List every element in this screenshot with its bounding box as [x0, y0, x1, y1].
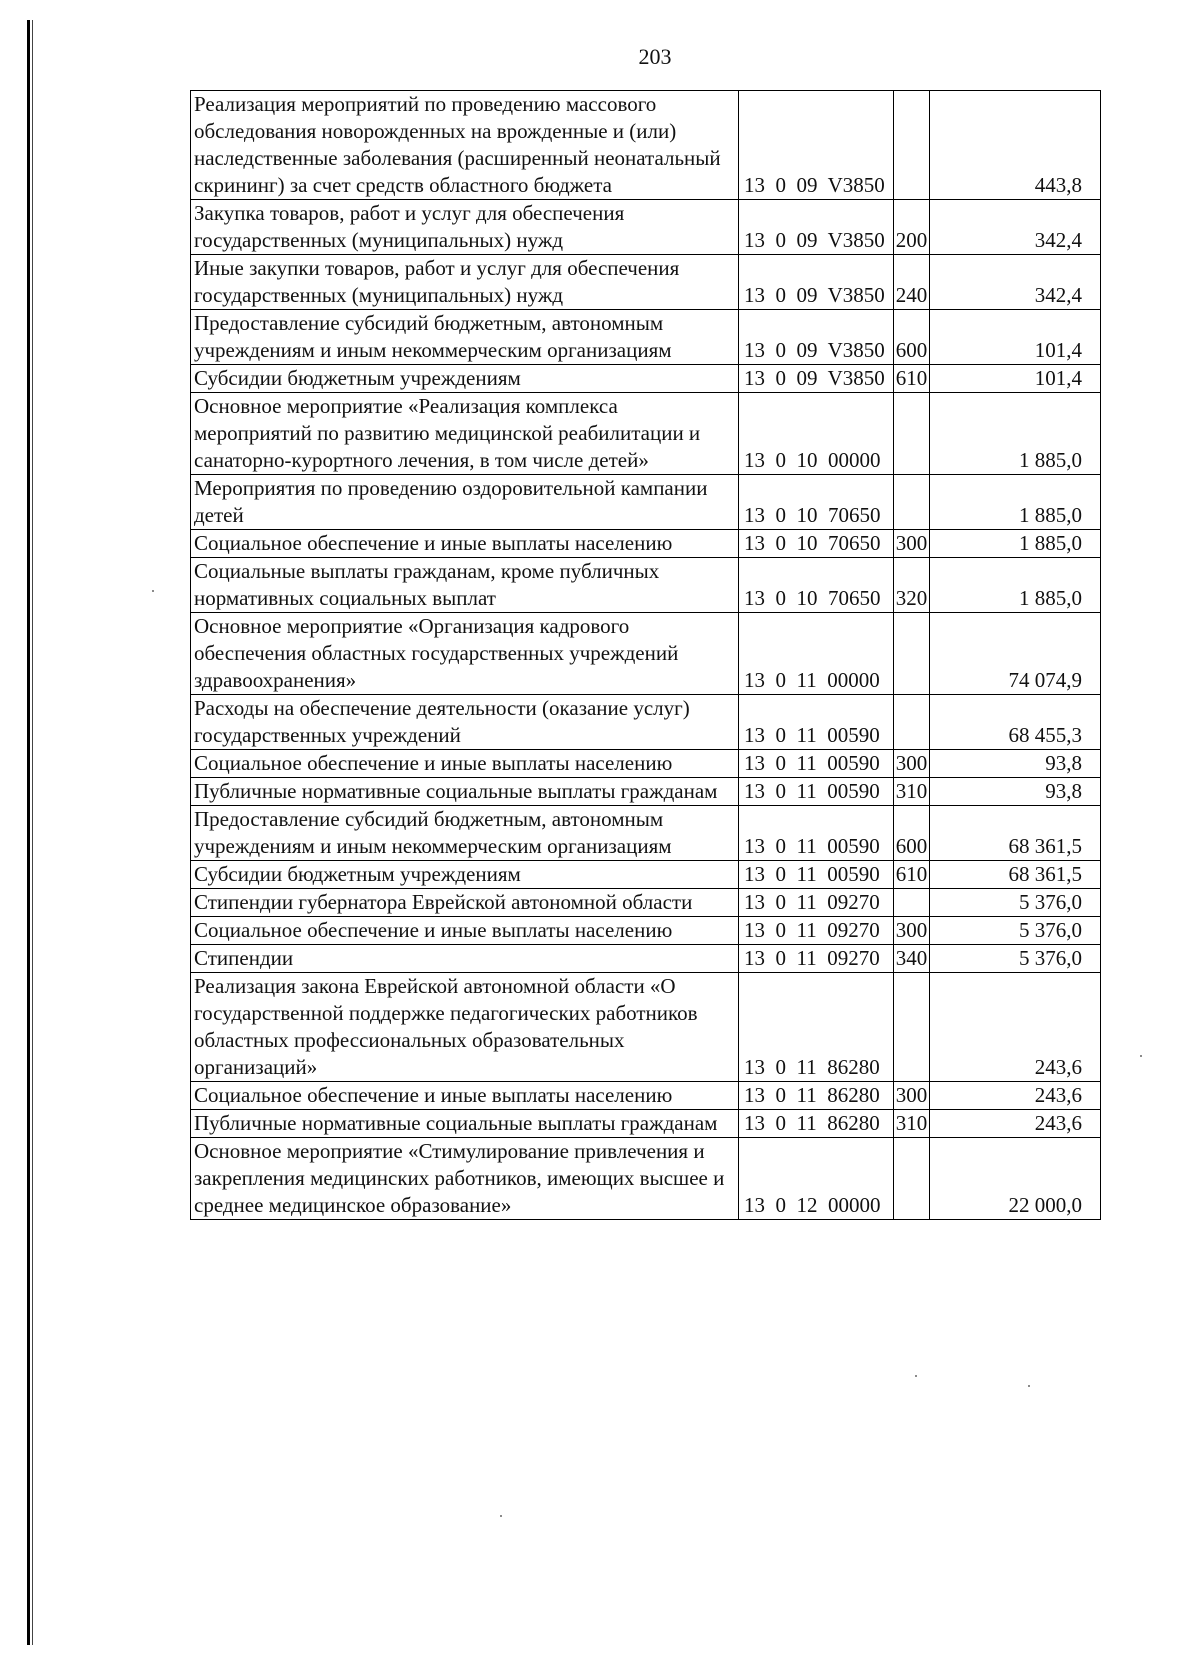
row-target-code-cell: 13 0 10 70650 — [739, 475, 894, 530]
row-amount-cell: 74 074,9 — [930, 613, 1101, 695]
row-expense-type-cell: 610 — [894, 861, 930, 889]
table-row — [191, 917, 1101, 945]
row-name-cell: Стипендии — [191, 945, 739, 973]
table-row — [191, 613, 1101, 695]
row-expense-type-cell: 310 — [894, 1110, 930, 1138]
table-row — [191, 530, 1101, 558]
table-row — [191, 255, 1101, 310]
row-expense-type-cell: 200 — [894, 200, 930, 255]
row-amount-cell: 22 000,0 — [930, 1138, 1101, 1220]
row-amount-cell: 443,8 — [930, 91, 1101, 200]
row-target-code-cell: 13 0 09 V3850 — [739, 200, 894, 255]
row-expense-type-cell: 600 — [894, 310, 930, 365]
row-expense-type-cell — [894, 613, 930, 695]
row-amount-cell: 101,4 — [930, 365, 1101, 393]
row-amount-cell: 1 885,0 — [930, 393, 1101, 475]
row-name-cell: Социальные выплаты гражданам, кроме публичных нормативных социальных выплат — [191, 558, 739, 613]
row-name-cell: Расходы на обеспечение деятельности (оказание услуг) государственных учреждений — [191, 695, 739, 750]
row-name-cell: Предоставление субсидий бюджетным, автономным учреждениям и иным некоммерческим организациям — [191, 310, 739, 365]
scan-speck — [1028, 1385, 1030, 1387]
table-row — [191, 1138, 1101, 1220]
row-expense-type-cell: 340 — [894, 945, 930, 973]
row-target-code-cell: 13 0 09 V3850 — [739, 91, 894, 200]
row-amount-cell: 5 376,0 — [930, 889, 1101, 917]
row-amount-cell: 93,8 — [930, 778, 1101, 806]
row-expense-type-cell — [894, 973, 930, 1082]
row-expense-type-cell: 300 — [894, 530, 930, 558]
row-name-cell: Субсидии бюджетным учреждениям — [191, 861, 739, 889]
row-name-cell: Публичные нормативные социальные выплаты гражданам — [191, 778, 739, 806]
row-expense-type-cell: 300 — [894, 750, 930, 778]
row-expense-type-cell: 300 — [894, 917, 930, 945]
row-name-cell: Реализация мероприятий по проведению массового обследования новорожденных на врожденные и (или) наследственные заболевания (расширенный неонатальный скрининг) за счет средств областного бюджета — [191, 91, 739, 200]
row-target-code-cell: 13 0 11 86280 — [739, 973, 894, 1082]
row-target-code-cell: 13 0 09 V3850 — [739, 310, 894, 365]
row-amount-cell: 5 376,0 — [930, 917, 1101, 945]
table-row — [191, 365, 1101, 393]
row-name-cell: Иные закупки товаров, работ и услуг для обеспечения государственных (муниципальных) нужд — [191, 255, 739, 310]
row-target-code-cell: 13 0 11 00590 — [739, 778, 894, 806]
row-name-cell: Основное мероприятие «Реализация комплекса мероприятий по развитию медицинской реабилитации и санаторно-курортного лечения, в том числе детей» — [191, 393, 739, 475]
table-row — [191, 1082, 1101, 1110]
row-name-cell: Социальное обеспечение и иные выплаты населению — [191, 530, 739, 558]
table-row — [191, 393, 1101, 475]
table-row — [191, 475, 1101, 530]
row-amount-cell: 243,6 — [930, 1110, 1101, 1138]
row-target-code-cell: 13 0 11 86280 — [739, 1110, 894, 1138]
scan-speck — [152, 590, 154, 592]
row-expense-type-cell — [894, 393, 930, 475]
row-expense-type-cell: 320 — [894, 558, 930, 613]
page-number: 203 — [638, 44, 672, 69]
row-amount-cell: 93,8 — [930, 750, 1101, 778]
row-expense-type-cell: 310 — [894, 778, 930, 806]
row-expense-type-cell: 610 — [894, 365, 930, 393]
row-target-code-cell: 13 0 10 00000 — [739, 393, 894, 475]
row-amount-cell: 68 361,5 — [930, 806, 1101, 861]
row-amount-cell: 342,4 — [930, 255, 1101, 310]
table-row — [191, 750, 1101, 778]
row-expense-type-cell — [894, 695, 930, 750]
row-name-cell: Основное мероприятие «Стимулирование привлечения и закрепления медицинских работников, имеющих высшее и среднее медицинское образование» — [191, 1138, 739, 1220]
row-expense-type-cell — [894, 889, 930, 917]
table-row — [191, 91, 1101, 200]
table-row — [191, 889, 1101, 917]
row-amount-cell: 243,6 — [930, 1082, 1101, 1110]
table-row — [191, 558, 1101, 613]
row-expense-type-cell — [894, 1138, 930, 1220]
row-target-code-cell: 13 0 11 86280 — [739, 1082, 894, 1110]
row-name-cell: Стипендии губернатора Еврейской автономной области — [191, 889, 739, 917]
budget-table-body — [191, 91, 1101, 1220]
table-row — [191, 695, 1101, 750]
scan-speck — [500, 1515, 502, 1517]
row-name-cell: Реализация закона Еврейской автономной области «О государственной поддержке педагогических работников областных профессиональных образовательных организаций» — [191, 973, 739, 1082]
row-expense-type-cell: 240 — [894, 255, 930, 310]
row-amount-cell: 68 455,3 — [930, 695, 1101, 750]
binding-edge-shadow — [32, 20, 33, 1645]
table-row — [191, 806, 1101, 861]
row-name-cell: Социальное обеспечение и иные выплаты населению — [191, 750, 739, 778]
table-row — [191, 1110, 1101, 1138]
row-amount-cell: 1 885,0 — [930, 530, 1101, 558]
row-target-code-cell: 13 0 10 70650 — [739, 530, 894, 558]
row-amount-cell: 342,4 — [930, 200, 1101, 255]
row-amount-cell: 68 361,5 — [930, 861, 1101, 889]
row-name-cell: Основное мероприятие «Организация кадрового обеспечения областных государственных учреждений здравоохранения» — [191, 613, 739, 695]
row-name-cell: Мероприятия по проведению оздоровительной кампании детей — [191, 475, 739, 530]
table-row — [191, 310, 1101, 365]
row-target-code-cell: 13 0 11 00590 — [739, 695, 894, 750]
row-amount-cell: 101,4 — [930, 310, 1101, 365]
row-amount-cell: 1 885,0 — [930, 558, 1101, 613]
row-name-cell: Публичные нормативные социальные выплаты гражданам — [191, 1110, 739, 1138]
budget-table — [190, 90, 1101, 1220]
row-target-code-cell: 13 0 10 70650 — [739, 558, 894, 613]
row-amount-cell: 5 376,0 — [930, 945, 1101, 973]
row-target-code-cell: 13 0 11 00590 — [739, 861, 894, 889]
row-expense-type-cell — [894, 91, 930, 200]
binding-edge-line — [27, 20, 30, 1645]
row-name-cell: Закупка товаров, работ и услуг для обеспечения государственных (муниципальных) нужд — [191, 200, 739, 255]
row-target-code-cell: 13 0 11 09270 — [739, 945, 894, 973]
row-target-code-cell: 13 0 11 00590 — [739, 806, 894, 861]
row-amount-cell: 243,6 — [930, 973, 1101, 1082]
row-target-code-cell: 13 0 09 V3850 — [739, 365, 894, 393]
row-target-code-cell: 13 0 11 00590 — [739, 750, 894, 778]
table-row — [191, 778, 1101, 806]
row-name-cell: Субсидии бюджетным учреждениям — [191, 365, 739, 393]
row-amount-cell: 1 885,0 — [930, 475, 1101, 530]
scan-speck — [1140, 1055, 1142, 1057]
row-target-code-cell: 13 0 09 V3850 — [739, 255, 894, 310]
table-row — [191, 973, 1101, 1082]
row-target-code-cell: 13 0 11 09270 — [739, 917, 894, 945]
scan-speck — [915, 1375, 917, 1377]
row-expense-type-cell: 300 — [894, 1082, 930, 1110]
table-row — [191, 861, 1101, 889]
row-name-cell: Социальное обеспечение и иные выплаты населению — [191, 917, 739, 945]
row-name-cell: Социальное обеспечение и иные выплаты населению — [191, 1082, 739, 1110]
row-expense-type-cell: 600 — [894, 806, 930, 861]
row-target-code-cell: 13 0 11 00000 — [739, 613, 894, 695]
row-expense-type-cell — [894, 475, 930, 530]
table-row — [191, 200, 1101, 255]
row-target-code-cell: 13 0 12 00000 — [739, 1138, 894, 1220]
row-name-cell: Предоставление субсидий бюджетным, автономным учреждениям и иным некоммерческим организациям — [191, 806, 739, 861]
table-row — [191, 945, 1101, 973]
row-target-code-cell: 13 0 11 09270 — [739, 889, 894, 917]
